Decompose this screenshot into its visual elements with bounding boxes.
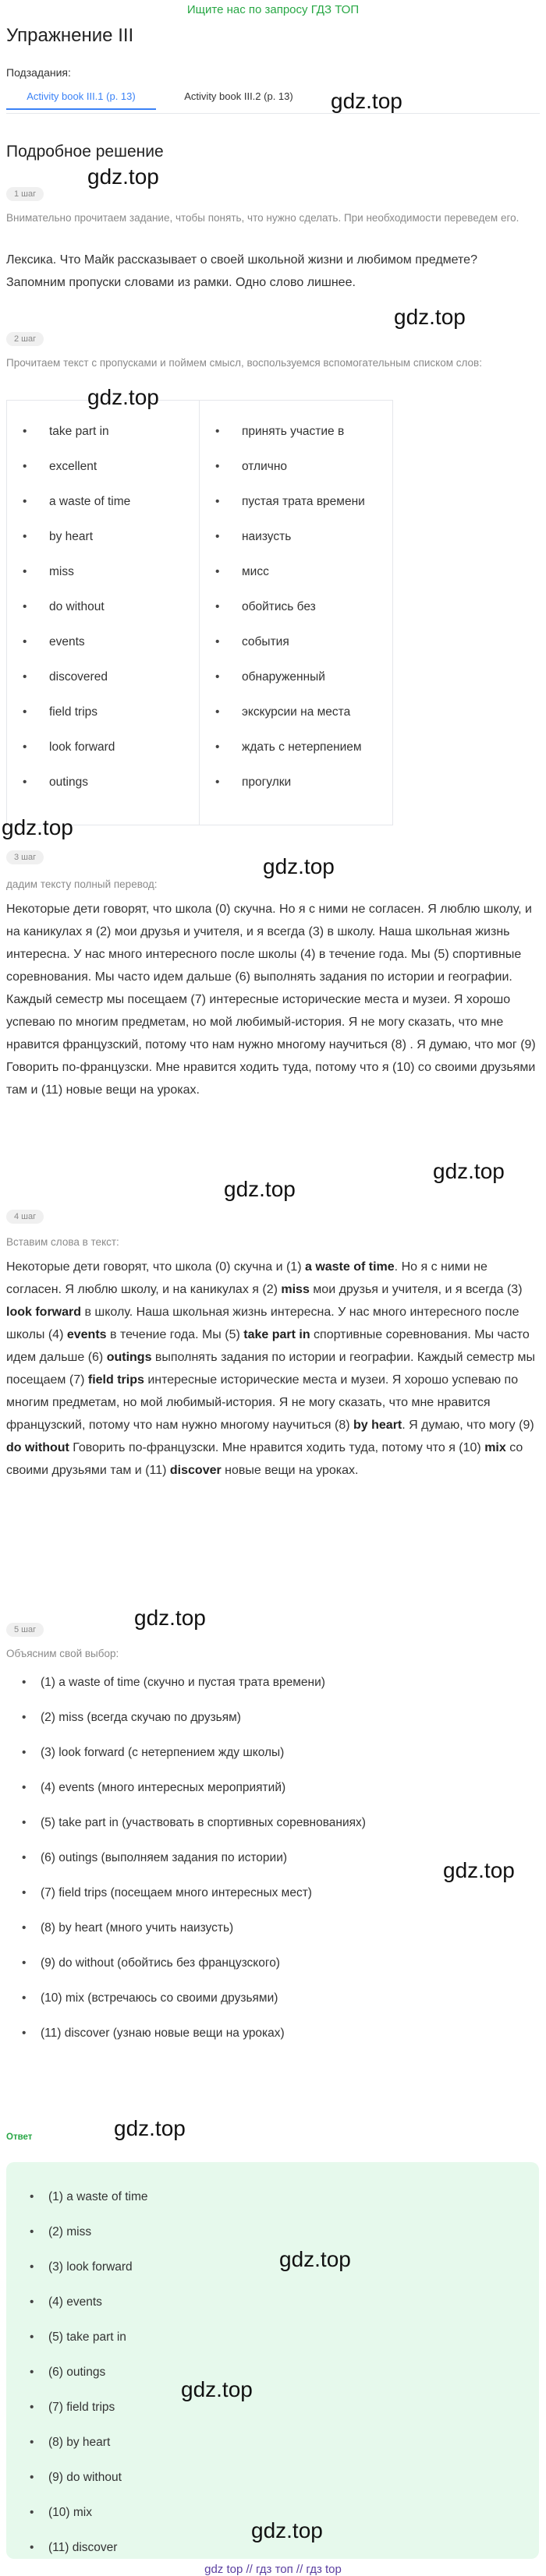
step-badge-4: 4 шаг <box>6 1210 44 1224</box>
tab-activity-book-1[interactable]: Activity book III.1 (p. 13) <box>6 84 156 110</box>
inserted-word: outings <box>106 1351 152 1364</box>
inserted-word: a waste of time <box>304 1260 395 1274</box>
text-segment: Говорить по-французски. Мне нравится ходить туда, потому что я (10) <box>69 1441 485 1454</box>
text-segment: новые вещи на уроках. <box>221 1464 359 1477</box>
inserted-word: mix <box>484 1441 506 1454</box>
answer-item: • (10) mix <box>30 2506 92 2520</box>
text-segment: спортивные соревнования. Мы часто идем дальше (6) <box>6 1328 530 1364</box>
step-badge-2: 2 шаг <box>6 332 44 346</box>
vocab-en-item: • outings <box>24 776 88 790</box>
watermark: gdz.top <box>263 854 335 878</box>
answer-label: Ответ <box>6 2133 33 2142</box>
vocab-en-item: • discovered <box>24 670 108 684</box>
text-segment: со своими друзьями там и (11) <box>6 1441 523 1477</box>
explanation-item: • (10) mix (встречаюсь со своими друзьями) <box>22 1991 278 2005</box>
watermark: gdz.top <box>87 164 159 189</box>
footer-links[interactable]: gdz top // гдз топ // гдз top <box>204 2563 342 2576</box>
watermark: gdz.top <box>87 385 159 409</box>
answer-item: • (6) outings <box>30 2366 105 2380</box>
explanation-item: • (6) outings (выполняем задания по истории) <box>22 1851 287 1865</box>
inserted-word: events <box>66 1328 107 1341</box>
answer-item: • (3) look forward <box>30 2260 133 2274</box>
answer-item: • (2) miss <box>30 2225 91 2239</box>
vocab-ru-item: • обойтись без <box>217 600 316 614</box>
watermark: gdz.top <box>224 1177 296 1201</box>
watermark: gdz.top <box>331 89 402 113</box>
text-segment: . Но я с ними не согласен. Я люблю школу, и на каникулах я (2) <box>6 1260 488 1296</box>
inserted-word: look forward <box>6 1306 82 1319</box>
answer-item: • (1) a waste of time <box>30 2190 148 2204</box>
step-badge-5: 5 шаг <box>6 1623 44 1637</box>
solution-title: Подробное решение <box>6 143 164 161</box>
explanation-item: • (11) discover (узнаю новые вещи на уроках) <box>22 2027 285 2041</box>
answer-item: • (7) field trips <box>30 2401 115 2415</box>
step-badge-1: 1 шаг <box>6 187 44 201</box>
answer-item: • (5) take part in <box>30 2330 126 2345</box>
vocab-en-item: • events <box>24 635 85 649</box>
tab-activity-book-2[interactable]: Activity book III.2 (p. 13) <box>184 90 293 102</box>
step-4-filled-text <box>6 1256 540 1482</box>
text-segment: мои друзья и учителя, и я всегда (3) <box>309 1283 523 1296</box>
vocab-en-item: • miss <box>24 565 74 579</box>
explanation-item: • (5) take part in (участвовать в спортивных соревнованиях) <box>22 1816 366 1830</box>
inserted-word: discover <box>169 1464 222 1477</box>
vocab-ru-item: • мисс <box>217 565 269 579</box>
watermark: gdz.top <box>2 815 73 839</box>
watermark: gdz.top <box>134 1606 206 1630</box>
step-badge-3: 3 шаг <box>6 850 44 864</box>
vocab-ru-item: • наизусть <box>217 530 291 544</box>
vocab-en-item: • field trips <box>24 705 98 719</box>
answer-item: • (4) events <box>30 2295 102 2309</box>
inserted-word: do without <box>6 1441 69 1454</box>
vocab-ru-item: • принять участие в <box>217 425 344 439</box>
vocab-ru-item: • прогулки <box>217 776 291 790</box>
watermark: gdz.top <box>443 1858 515 1882</box>
vocab-en-item: • look forward <box>24 740 115 754</box>
answer-box <box>6 2162 539 2559</box>
vocab-ru-item: • ждать с нетерпением <box>217 740 362 754</box>
step-2-note: Прочитаем текст с пропусками и поймем смысл, воспользуемся вспомогательным списком слов: <box>6 357 482 369</box>
answer-item: • (8) by heart <box>30 2436 110 2450</box>
step-3-note: дадим тексту полный перевод: <box>6 878 158 890</box>
watermark: gdz.top <box>394 305 466 329</box>
watermark: gdz.top <box>251 2518 323 2542</box>
explanation-item: • (8) by heart (много учить наизусть) <box>22 1921 233 1935</box>
vocab-en-item: • excellent <box>24 460 97 474</box>
explanation-item: • (4) events (много интересных мероприятий) <box>22 1781 285 1795</box>
tabs-divider <box>6 113 540 114</box>
top-banner[interactable]: Ищите нас по запросу ГДЗ ТОП <box>186 3 360 16</box>
text-segment: Некоторые дети говорят, что школа (0) скучна и (1) <box>6 1260 305 1274</box>
text-segment: интересные исторические места и музеи. Я хорошо успеваю по многим предметам, но мой любимый-история. Я не могу сказать, что мне нравится французский, потому что нам нужно многому научиться (8) <box>6 1373 519 1432</box>
answer-item: • (9) do without <box>30 2471 122 2485</box>
text-segment: выполнять задания по истории и географии. Каждый семестр мы посещаем (7) <box>6 1351 535 1387</box>
inserted-word: by heart <box>353 1419 402 1432</box>
vocab-ru-item: • обнаруженный <box>217 670 325 684</box>
step-1-note: Внимательно прочитаем задание, чтобы понять, что нужно сделать. При необходимости переведем его. <box>6 212 519 224</box>
step-5-note: Объясним свой выбор: <box>6 1648 119 1659</box>
vocab-ru-item: • пустая трата времени <box>217 495 365 509</box>
subtasks-label: Подзадания: <box>6 66 71 79</box>
explanation-item: • (7) field trips (посещаем много интересных мест) <box>22 1886 312 1900</box>
inserted-word: miss <box>281 1283 310 1296</box>
vocab-en-item: • a waste of time <box>24 495 130 509</box>
step-3-translation: Некоторые дети говорят, что школа (0) скучна. Но я с ними не согласен. Я люблю школу, и на каникулах я (2) мои друзья и учителя, и я всегда (3) в школу. Наша школьная жизнь интересна. У нас много интересного после школы (4) в течение года. Мы (5) спортивные соревнования. Мы часто идем дальше (6) выполнять задания по истории и географии. Каждый семестр мы посещаем (7) интересные исторические места и музеи. Я хорошо успеваю по многим предметам, но мой любимый-история. Я не могу сказать, что мне нравится французский, потому что нам нужно многому научиться (8) . Я думаю, что мог (9) Говорить по-французски. Мне нравится ходить туда, потому что я (10) со своими друзьями там и (11) новые вещи на уроках. <box>6 903 536 1097</box>
vocab-ru-item: • отлично <box>217 460 287 474</box>
vocabulary-column-english <box>7 401 200 825</box>
vocabulary-table <box>6 400 393 825</box>
inserted-word: take part in <box>243 1328 310 1341</box>
vocab-en-item: • by heart <box>24 530 93 544</box>
step-1-text: Лексика. Что Майк рассказывает о своей школьной жизни и любимом предмете? Запомним пропуски словами из рамки. Одно слово лишнее. <box>6 253 477 289</box>
explanation-item: • (3) look forward (с нетерпением жду школы) <box>22 1746 284 1760</box>
watermark: gdz.top <box>279 2247 351 2271</box>
watermark: gdz.top <box>433 1159 505 1183</box>
inserted-word: field trips <box>87 1373 144 1387</box>
exercise-title: Упражнение III <box>6 25 134 46</box>
explanation-item: • (9) do without (обойтись без французского) <box>22 1956 280 1970</box>
text-segment: в школу. Наша школьная жизнь интересна. У нас много интересного после школы (4) <box>6 1306 519 1341</box>
text-segment: в течение года. Мы (5) <box>106 1328 244 1341</box>
vocab-en-item: • do without <box>24 600 105 614</box>
step-4-note: Вставим слова в текст: <box>6 1236 119 1248</box>
vocabulary-column-russian <box>200 401 392 825</box>
explanation-item: • (1) a waste of time (скучно и пустая трата времени) <box>22 1676 325 1690</box>
vocab-ru-item: • экскурсии на места <box>217 705 350 719</box>
text-segment: . Я думаю, что могу (9) <box>402 1419 534 1432</box>
watermark: gdz.top <box>114 2116 186 2140</box>
explanation-item: • (2) miss (всегда скучаю по друзьям) <box>22 1711 241 1725</box>
vocab-ru-item: • события <box>217 635 289 649</box>
answer-item: • (11) discover <box>30 2541 117 2555</box>
watermark: gdz.top <box>181 2377 253 2401</box>
vocab-en-item: • take part in <box>24 425 109 439</box>
